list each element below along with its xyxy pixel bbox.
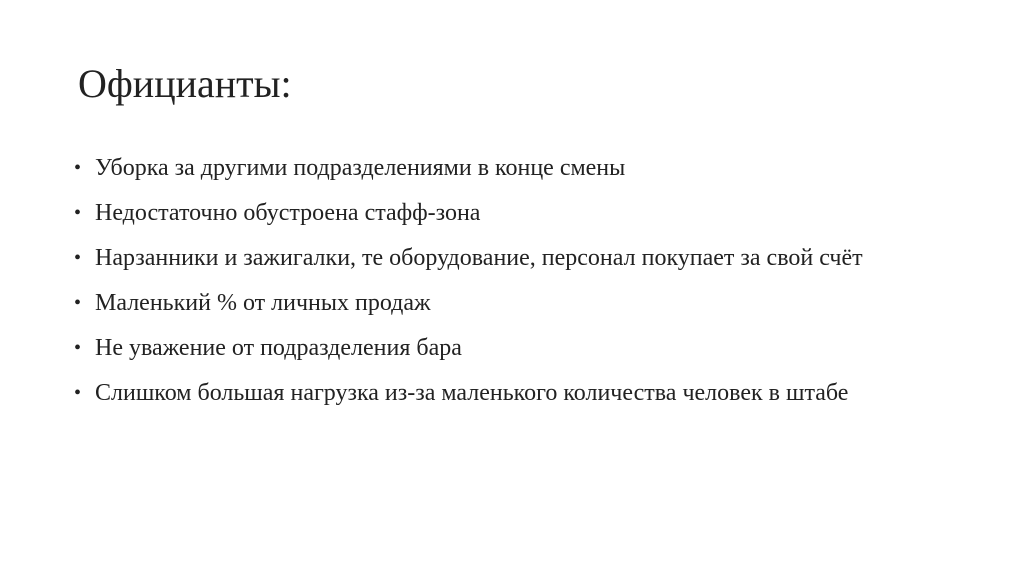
bullet-dot-icon: • (74, 337, 82, 359)
bullet-dot-icon: • (74, 247, 82, 269)
bullet-list (70, 153, 950, 423)
bullet-dot-icon: • (74, 202, 82, 224)
bullet-item (70, 153, 950, 184)
bullet-item (70, 288, 950, 319)
bullet-dot-icon: • (74, 382, 82, 404)
bullet-item (70, 198, 950, 229)
bullet-text: Слишком большая нагрузка из-за маленького количества человек в штабе (95, 380, 849, 406)
slide-title: Официанты: (78, 61, 292, 106)
bullet-dot-icon: • (74, 157, 82, 179)
bullet-text: Нарзанники и зажигалки, те оборудование, персонал покупает за свой счёт (95, 245, 863, 271)
bullet-dot-icon: • (74, 292, 82, 314)
bullet-item (70, 243, 950, 274)
bullet-text: Недостаточно обустроена стафф-зона (95, 200, 481, 226)
bullet-text: Не уважение от подразделения бара (95, 335, 462, 361)
bullet-text: Уборка за другими подразделениями в конце смены (95, 155, 626, 181)
bullet-text: Маленький % от личных продаж (95, 290, 431, 316)
bullet-item (70, 378, 950, 409)
bullet-item (70, 333, 950, 364)
